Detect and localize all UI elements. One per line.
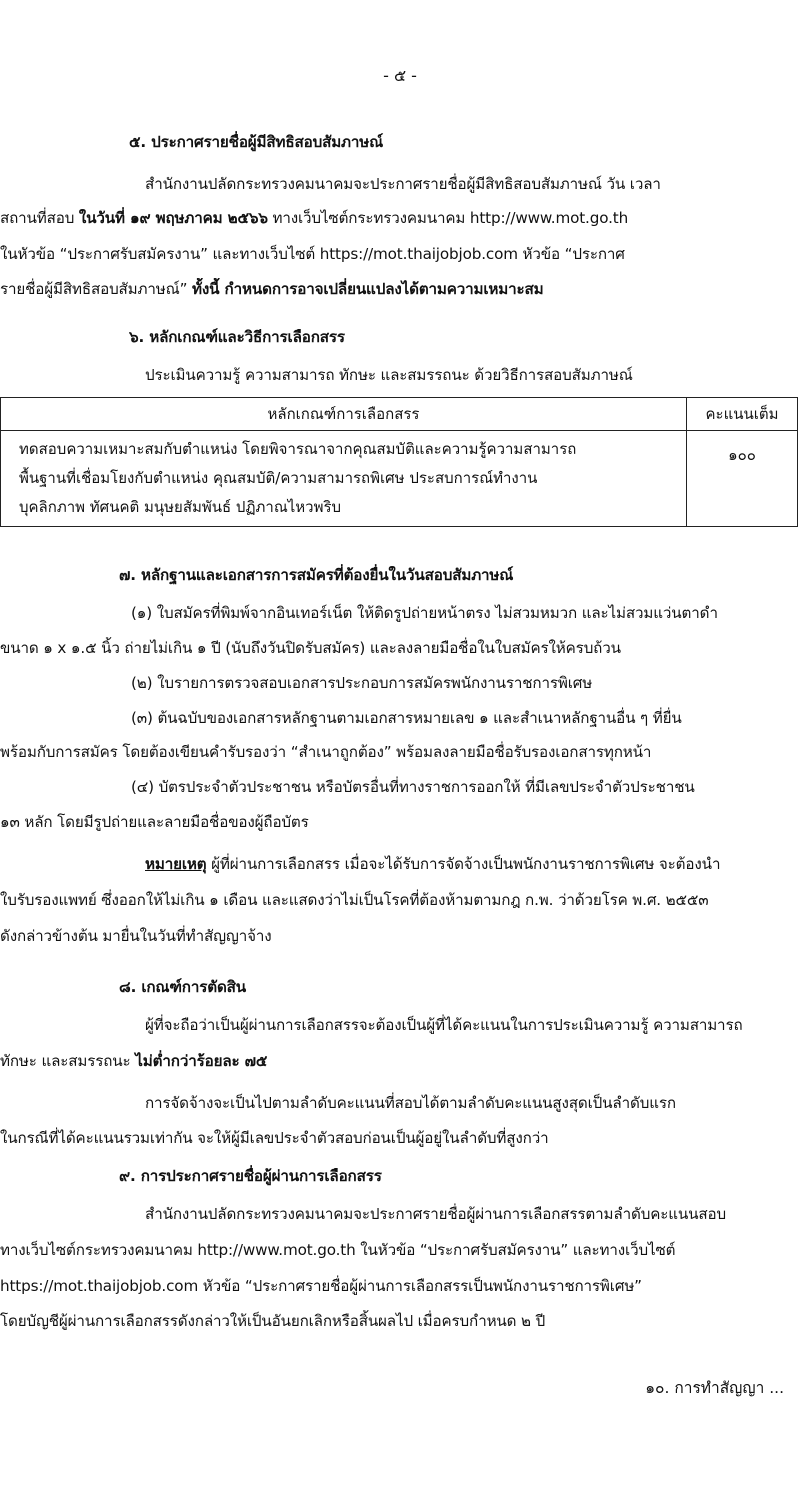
note-label: หมายเหตุ xyxy=(145,855,207,873)
section-7-item-4-line-2: ๑๓ หลัก โดยมีรูปถ่ายและลายมือชื่อของผู้ถือบัตร xyxy=(0,813,309,831)
section-5-line-1: สำนักงานปลัดกระทรวงคมนาคมจะประกาศรายชื่อผู้มีสิทธิสอบสัมภาษณ์ วัน เวลา xyxy=(145,175,661,193)
section-6-intro: ประเมินความรู้ ความสามารถ ทักษะ และสมรรถนะ ด้วยวิธีการสอบสัมภาษณ์ xyxy=(145,366,633,384)
criteria-table-header xyxy=(1,398,798,431)
section-9-line-3: https://mot.thaijobjob.com หัวข้อ “ประกาศรายชื่อผู้ผ่านการเลือกสรรเป็นพนักงานราชการพิเศษ” xyxy=(0,1277,642,1295)
section-7-item-3-line-1: (๓) ต้นฉบับของเอกสารหลักฐานตามเอกสารหมายเลข ๑ และสำเนาหลักฐานอื่น ๆ ที่ยื่น xyxy=(131,709,682,727)
section-8-line-4: ในกรณีที่ได้คะแนนรวมเท่ากัน จะให้ผู้มีเลขประจำตัวสอบก่อนเป็นผู้อยู่ในลำดับที่สูงกว่า xyxy=(0,1129,549,1147)
page-number: - ๕ - xyxy=(383,66,417,85)
section-9-line-1: สำนักงานปลัดกระทรวงคมนาคมจะประกาศรายชื่อผู้ผ่านการเลือกสรรตามลำดับคะแนนสอบ xyxy=(145,1205,726,1223)
criteria-table xyxy=(0,397,798,527)
section-6-heading: ๖. หลักเกณฑ์และวิธีการเลือกสรร xyxy=(129,328,345,346)
full-score: ๑๐๐ xyxy=(687,431,798,527)
criteria-column-header: หลักเกณฑ์การเลือกสรร xyxy=(1,398,687,431)
section-7-heading: ๗. หลักฐานและเอกสารการสมัครที่ต้องยื่นในวันสอบสัมภาษณ์ xyxy=(119,566,514,584)
pass-threshold: ไม่ต่ำกว่าร้อยละ ๗๕ xyxy=(135,1052,268,1070)
section-7-note-line-2: ใบรับรองแพทย์ ซึ่งออกให้ไม่เกิน ๑ เดือน และแสดงว่าไม่เป็นโรคที่ต้องห้ามตามกฎ ก.พ. ว่าด้วยโรค พ.ศ. ๒๕๕๓ xyxy=(0,891,709,909)
section-9-line-4: โดยบัญชีผู้ผ่านการเลือกสรรดังกล่าวให้เป็นอันยกเลิกหรือสิ้นผลไป เมื่อครบกำหนด ๒ ปี xyxy=(0,1312,546,1330)
section-7-note-line-3: ดังกล่าวข้างต้น มายื่นในวันที่ทำสัญญาจ้าง xyxy=(0,927,272,945)
section-8-heading: ๘. เกณฑ์การตัดสิน xyxy=(119,978,247,996)
table-row xyxy=(1,431,798,527)
section-7-item-1-line-2: ขนาด ๑ x ๑.๕ นิ้ว ถ่ายไม่เกิน ๑ ปี (นับถึงวันปิดรับสมัคร) และลงลายมือชื่อในใบสมัครให้ครบถ้วน xyxy=(0,639,621,657)
section-5-line-2: สถานที่สอบ ในวันที่ ๑๙ พฤษภาคม ๒๕๖๖ ทางเว็บไซต์กระทรวงคมนาคม http://www.mot.go.th xyxy=(0,209,629,227)
next-section-continuation: ๑๐. การทำสัญญา ... xyxy=(645,1379,784,1397)
section-9-line-2: ทางเว็บไซต์กระทรวงคมนาคม http://www.mot.go.th ในหัวข้อ “ประกาศรับสมัครงาน” และทางเว็บไซต์ xyxy=(0,1241,676,1259)
score-column-header: คะแนนเต็ม xyxy=(687,398,798,431)
section-7-note-line-1: หมายเหตุ ผู้ที่ผ่านการเลือกสรร เมื่อจะได้รับการจัดจ้างเป็นพนักงานราชการพิเศษ จะต้องนำ xyxy=(145,855,721,873)
section-8-line-3: การจัดจ้างจะเป็นไปตามลำดับคะแนนที่สอบได้ตามลำดับคะแนนสูงสุดเป็นลำดับแรก xyxy=(145,1094,676,1112)
section-7-item-1-line-1: (๑) ใบสมัครที่พิมพ์จากอินเทอร์เน็ต ให้ติดรูปถ่ายหน้าตรง ไม่สวมหมวก และไม่สวมแว่นตาดำ xyxy=(131,604,718,622)
section-7-item-2: (๒) ใบรายการตรวจสอบเอกสารประกอบการสมัครพนักงานราชการพิเศษ xyxy=(131,674,593,692)
section-8-line-2: ทักษะ และสมรรถนะ ไม่ต่ำกว่าร้อยละ ๗๕ xyxy=(0,1052,268,1070)
criteria-description: ทดสอบความเหมาะสมกับตำแหน่ง โดยพิจารณาจากคุณสมบัติและความรู้ความสามารถ พื้นฐานที่เชื่อมโยงกับตำแหน่ง คุณสมบัติ/ความสามารถพิเศษ ประสบการณ์ทำงาน บุคลิกภาพ ทัศนคติ มนุษยสัมพันธ์ ปฏิภาณไหวพริบ xyxy=(1,431,687,527)
section-5-line-4: รายชื่อผู้มีสิทธิสอบสัมภาษณ์” ทั้งนี้ กำหนดการอาจเปลี่ยนแปลงได้ตามความเหมาะสม xyxy=(0,280,544,298)
interview-date: ในวันที่ ๑๙ พฤษภาคม ๒๕๖๖ xyxy=(78,209,268,227)
section-9-heading: ๙. การประกาศรายชื่อผู้ผ่านการเลือกสรร xyxy=(119,1167,382,1185)
section-5-heading: ๕. ประกาศรายชื่อผู้มีสิทธิสอบสัมภาษณ์ xyxy=(129,133,384,151)
section-7-item-4-line-1: (๔) บัตรประจำตัวประชาชน หรือบัตรอื่นที่ทางราชการออกให้ ที่มีเลขประจำตัวประชาชน xyxy=(131,778,695,796)
section-8-line-1: ผู้ที่จะถือว่าเป็นผู้ผ่านการเลือกสรรจะต้องเป็นผู้ที่ได้คะแนนในการประเมินความรู้ ความสามารถ xyxy=(145,1016,743,1034)
section-5-line-3: ในหัวข้อ “ประกาศรับสมัครงาน” และทางเว็บไซต์ https://mot.thaijobjob.com หัวข้อ “ประกาศ xyxy=(0,245,625,263)
section-7-item-3-line-2: พร้อมกับการสมัคร โดยต้องเขียนคำรับรองว่า “สำเนาถูกต้อง” พร้อมลงลายมือชื่อรับรองเอกสารทุกหน้า xyxy=(0,743,652,761)
